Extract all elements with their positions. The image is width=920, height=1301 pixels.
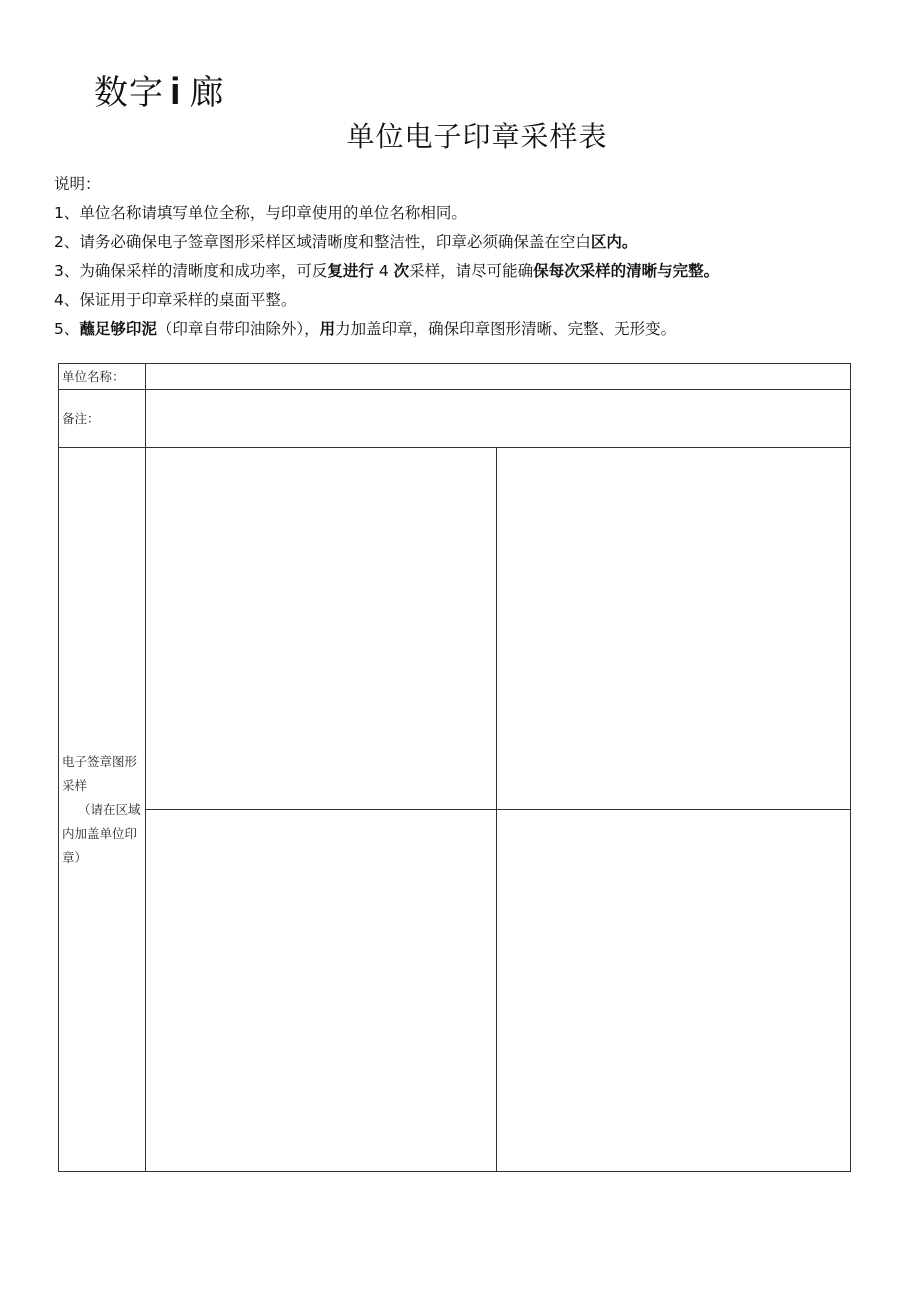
sample-area-label: [59, 448, 146, 1172]
instruction-item: [54, 199, 874, 228]
remarks-row: [59, 390, 851, 448]
instruction-text: （印章自带印油除外），: [156, 320, 320, 338]
instruction-item: [54, 315, 874, 344]
sample-row-1: [59, 448, 851, 810]
sample-label-line5: 章）: [62, 850, 88, 865]
stamp-box-3[interactable]: [146, 810, 497, 1172]
sample-label-line4: 内加盖单位印: [62, 826, 138, 841]
unit-name-label: 单位名称：: [59, 364, 146, 390]
stamp-box-2[interactable]: [497, 448, 851, 810]
sample-label-line3: （请在区域: [78, 802, 141, 817]
instruction-list: [54, 199, 874, 344]
stamp-box-4[interactable]: [497, 810, 851, 1172]
instruction-text: 4、保证用于印章采样的桌面平整。: [54, 291, 297, 309]
instruction-item: [54, 286, 874, 315]
instruction-text: 采样，请尽可能确: [409, 262, 534, 280]
remarks-field[interactable]: [146, 390, 851, 448]
unit-name-row: [59, 364, 851, 390]
instruction-emphasis: 复进行: [327, 262, 374, 280]
logo-text-part1: 数字: [94, 73, 164, 113]
logo-text-part2: 廊: [189, 73, 225, 113]
instruction-text: 1、单位名称请填写单位全称，与印章使用的单位名称相同。: [54, 204, 467, 222]
instruction-emphasis: 蘸足够印泥: [79, 320, 157, 338]
instructions: [54, 170, 874, 344]
instruction-emphasis: 用: [319, 320, 336, 338]
stamp-box-1[interactable]: [146, 448, 497, 810]
sample-label-line1: 电子签章图形: [62, 754, 138, 769]
instructions-heading: 说明：: [54, 175, 101, 193]
instruction-emphasis: 保每次采样的清晰与完整。: [533, 262, 720, 280]
instruction-text: 4: [373, 262, 394, 280]
logo: [94, 70, 225, 115]
instruction-item: [54, 228, 874, 257]
instruction-emphasis: 区内。: [590, 233, 638, 251]
unit-name-field[interactable]: [146, 364, 851, 390]
logo-mark: i: [170, 71, 182, 113]
page-title: 单位电子印章采样表: [346, 120, 608, 153]
instruction-text: 2、请务必确保电子签章图形采样区域清晰度和整洁性，印章必须确保盖在空白: [54, 233, 591, 251]
instruction-emphasis: 次: [393, 262, 410, 280]
instruction-text: 3、为确保采样的清晰度和成功率，可反: [54, 262, 328, 280]
instruction-text: 力加盖印章，确保印章图形清晰、完整、无形变。: [335, 320, 677, 338]
instruction-item: [54, 257, 874, 286]
sample-row-2: [59, 810, 851, 1172]
instruction-text: 5、: [54, 320, 80, 338]
seal-sample-form: [58, 363, 851, 1172]
sample-label-line2: 采样: [62, 778, 88, 793]
remarks-label: 备注：: [59, 390, 146, 448]
